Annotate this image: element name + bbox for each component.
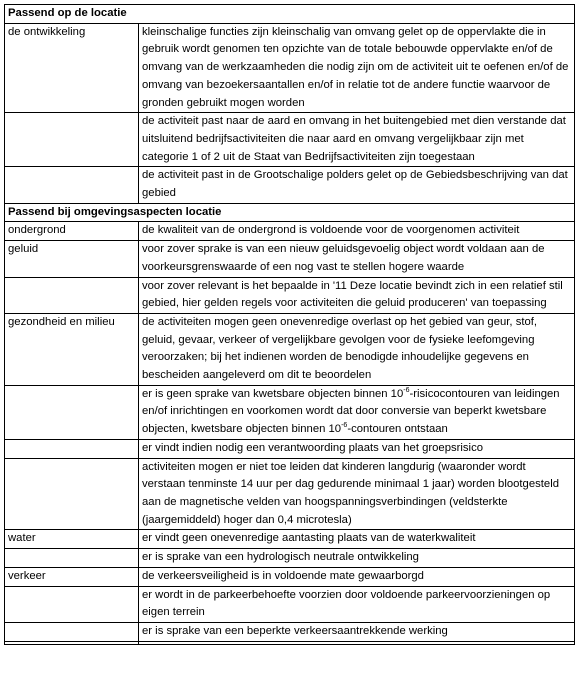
text-part: -risicocontouren van leidingen en/of inrichtingen en voorkomen wordt dat door conversie van beperkt kwetsbare objecten, kwetsbare objecten binnen 10 — [142, 387, 560, 436]
section-title: Passend op de locatie — [5, 5, 575, 24]
row-text: de activiteiten mogen geen onevenredige overlast op het gebied van geur, stof, geluid, gevaar, verkeer of vergelijkbare gevolgen voor de fysieke leefomgeving veroorzaken; bij het indienen worden de benodigde inhoudelijke gegevens en bescheiden aangeleverd om dit te beoordelen — [139, 313, 575, 385]
row-label — [5, 549, 139, 568]
row-text: de kwaliteit van de ondergrond is voldoende voor de voorgenomen activiteit — [139, 222, 575, 241]
table-row — [5, 622, 575, 641]
text-part: er is geen sprake van kwetsbare objecten binnen 10 — [142, 387, 404, 400]
row-text: er vindt geen onevenredige aantasting plaats van de waterkwaliteit — [139, 530, 575, 549]
row-label — [5, 622, 139, 641]
row-text: de verkeersveiligheid is in voldoende mate gewaarborgd — [139, 567, 575, 586]
row-label — [5, 277, 139, 313]
table-row — [5, 241, 575, 277]
row-label: ondergrond — [5, 222, 139, 241]
table-row — [5, 313, 575, 385]
row-label: geluid — [5, 241, 139, 277]
row-text — [139, 641, 575, 644]
row-text: voor zover sprake is van een nieuw geluidsgevoelig object wordt voldaan aan de voorkeursgrenswaarde of een nog vast te stellen hogere waarde — [139, 241, 575, 277]
row-text: activiteiten mogen er niet toe leiden dat kinderen langdurig (waaronder wordt verstaan tenminste 14 uur per dag gedurende minimaal 1 jaar) worden blootgesteld aan de magnetische velden van hoogspanningsverbindingen (veldsterkte (jaargemiddeld) hoger dan 0,4 microtesla) — [139, 458, 575, 530]
table-row — [5, 458, 575, 530]
row-text: er is sprake van een hydrologisch neutrale ontwikkeling — [139, 549, 575, 568]
row-label — [5, 385, 139, 439]
table-row — [5, 277, 575, 313]
table-row — [5, 567, 575, 586]
text-part: -contouren ontstaan — [347, 423, 448, 436]
exponent: -6 — [341, 422, 348, 430]
section-header-row — [5, 5, 575, 24]
row-text — [139, 385, 575, 439]
table-row — [5, 167, 575, 203]
row-text: er is sprake van een beperkte verkeersaantrekkende werking — [139, 622, 575, 641]
row-label — [5, 458, 139, 530]
table-row-cut-off — [5, 641, 575, 644]
table-row — [5, 222, 575, 241]
table-row — [5, 113, 575, 167]
row-label — [5, 439, 139, 458]
table-row — [5, 23, 575, 113]
table-row — [5, 439, 575, 458]
row-text: de activiteit past naar de aard en omvang in het buitengebied met dien verstande dat uitsluitend bedrijfsactiviteiten die naar aard en omvang vergelijkbaar zijn met categorie 1 of 2 uit de Staat van Bedrijfsactiviteiten zijn toegestaan — [139, 113, 575, 167]
row-text: de activiteit past in de Grootschalige polders gelet op de Gebiedsbeschrijving van dat gebied — [139, 167, 575, 203]
row-label: water — [5, 530, 139, 549]
row-label — [5, 586, 139, 622]
row-label: de ontwikkeling — [5, 23, 139, 113]
table-row — [5, 586, 575, 622]
section-header-row — [5, 203, 575, 222]
row-text: voor zover relevant is het bepaalde in '11 Deze locatie bevindt zich in een relatief stil gebied, hier gelden regels voor activiteiten die geluid produceren' van toepassing — [139, 277, 575, 313]
row-label: gezondheid en milieu — [5, 313, 139, 385]
row-label — [5, 113, 139, 167]
row-label — [5, 641, 139, 644]
row-label: verkeer — [5, 567, 139, 586]
section-title: Passend bij omgevingsaspecten locatie — [5, 203, 575, 222]
table-row — [5, 549, 575, 568]
row-label — [5, 167, 139, 203]
row-text: kleinschalige functies zijn kleinschalig van omvang gelet op de oppervlakte die in gebruik wordt genomen ten opzichte van de totale bebouwde oppervlakte en/of de omvang van de werkzaamheden die nodig zijn om de activiteit uit te oefenen en/of de omvang van bezoekersaantallen en/of in relatie tot de andere functie waarvoor de gronden gebruikt mogen worden — [139, 23, 575, 113]
row-text: er vindt indien nodig een verantwoording plaats van het groepsrisico — [139, 439, 575, 458]
table-row — [5, 530, 575, 549]
exponent: -6 — [403, 387, 410, 394]
table-row — [5, 385, 575, 439]
criteria-table — [4, 4, 575, 645]
row-text: er wordt in de parkeerbehoefte voorzien door voldoende parkeervoorzieningen op eigen terrein — [139, 586, 575, 622]
